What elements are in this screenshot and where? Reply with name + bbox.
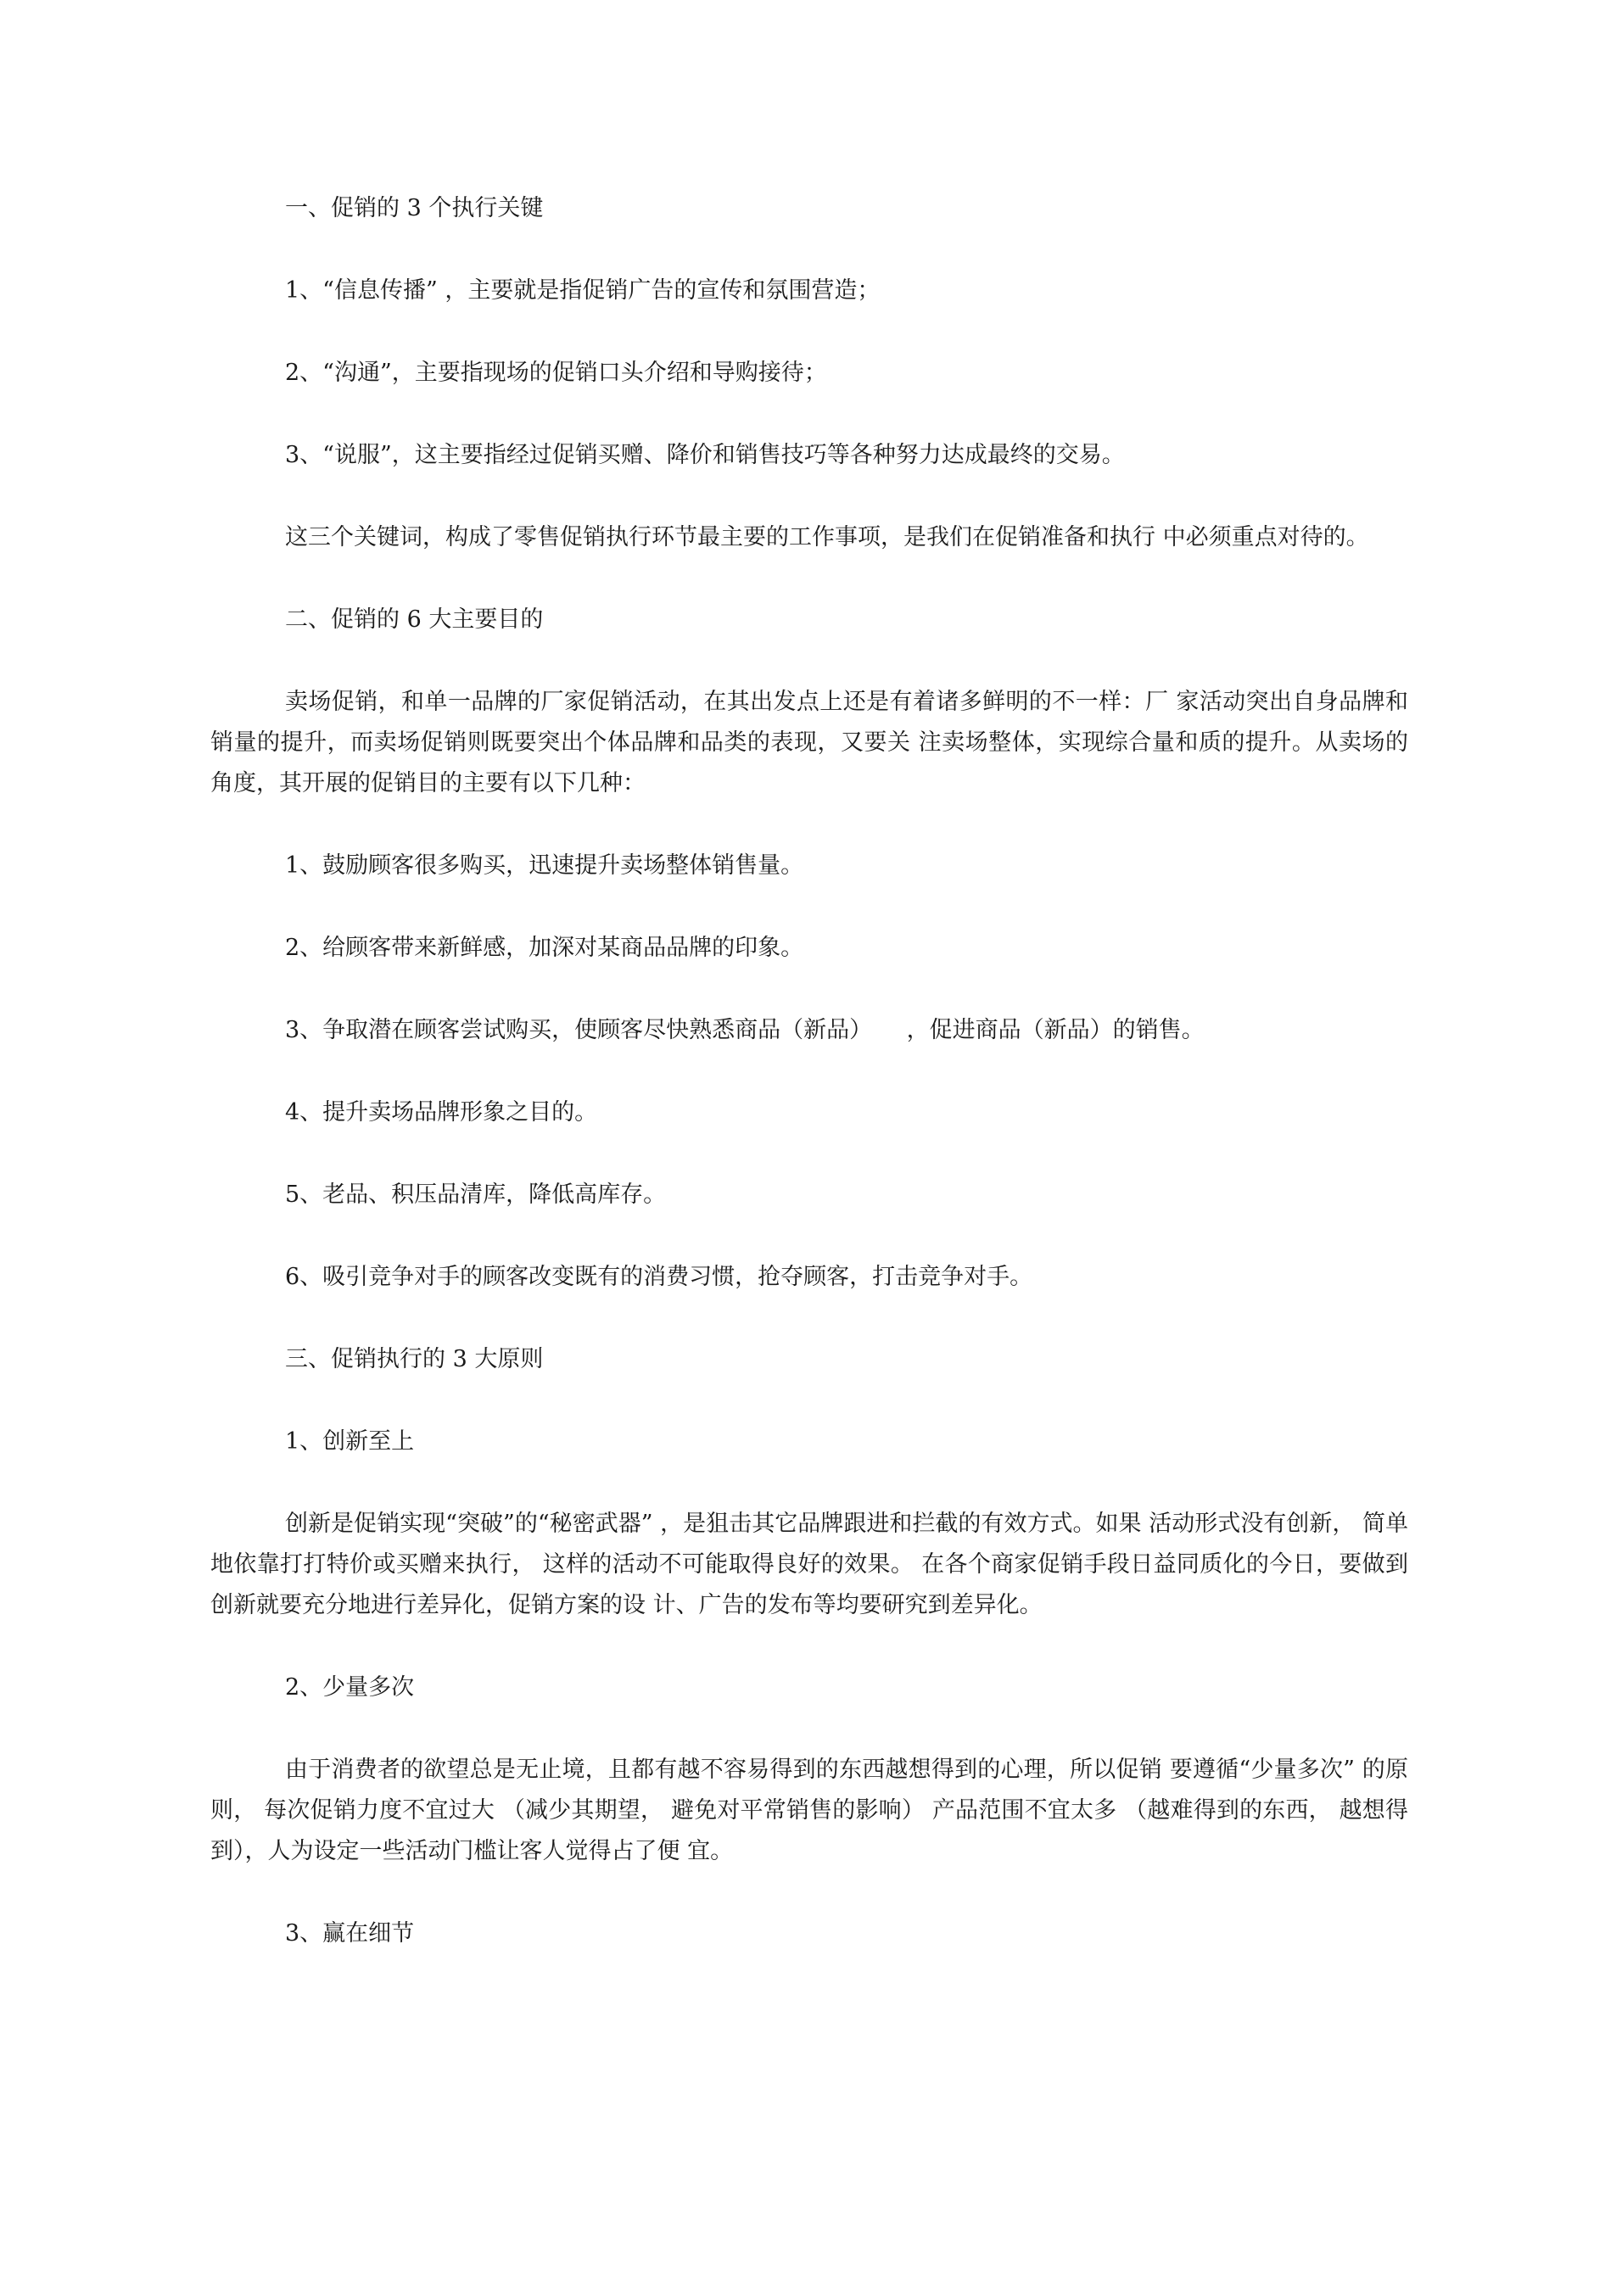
list-item: 1、“信息传播” ，主要就是指促销广告的宣传和氛围营造； xyxy=(285,277,881,304)
section-heading: 一、促销的 3 个执行关键 xyxy=(285,195,544,221)
list-item: 2、给顾客带来新鲜感，加深对某商品品牌的印象。 xyxy=(285,935,804,961)
list-item: 1、鼓励顾客很多购买，迅速提升卖场整体销售量。 xyxy=(285,852,804,879)
section-heading: 三、促销执行的 3 大原则 xyxy=(285,1346,544,1372)
subsection-heading: 3、赢在细节 xyxy=(285,1920,415,1947)
body-paragraph: 创新是促销实现“突破”的“秘密武器” ，是狙击其它品牌跟进和拦截的有效方式。如果 活动形式没有创新， 简单地依靠打打特价或买赠来执行， 这样的活动不可能取得良好的效果。 在各个商家促销手段日益同质化的今日，要做到创新就要充分地进行差异化，促销方案的设 计、广告的发布等均要研究到差异化。 xyxy=(210,1511,1408,1618)
section-heading: 二、促销的 6 大主要目的 xyxy=(285,606,544,633)
list-item: 3、争取潜在顾客尝试购买，使顾客尽快熟悉商品（新品） ，促进商品（新品）的销售。 xyxy=(285,1017,1205,1043)
list-item: 5、老品、积压品清库，降低高库存。 xyxy=(285,1182,667,1208)
list-item: 6、吸引竞争对手的顾客改变既有的消费习惯，抢夺顾客，打击竞争对手。 xyxy=(285,1264,1033,1290)
body-paragraph: 卖场促销，和单一品牌的厂家促销活动，在其出发点上还是有着诸多鲜明的不一样：厂 家活动突出自身品牌和销量的提升，而卖场促销则既要突出个体品牌和品类的表现，又要关 注卖场整体，实现综合量和质的提升。从卖场的角度，其开展的促销目的主要有以下几种： xyxy=(210,689,1408,796)
document-body xyxy=(210,188,1408,1996)
subsection-heading: 2、少量多次 xyxy=(285,1674,415,1701)
list-item: 2、“沟通”，主要指现场的促销口头介绍和导购接待； xyxy=(285,360,827,386)
list-item: 4、提升卖场品牌形象之目的。 xyxy=(285,1099,598,1126)
body-paragraph: 由于消费者的欲望总是无止境，且都有越不容易得到的东西越想得到的心理，所以促销 要遵循“少量多次” 的原则， 每次促销力度不宜过大 （减少其期望， 避免对平常销售的影响） 产品范围不宜太多 （越难得到的东西， 越想得到），人为设定一些活动门槛让客人觉得占了便 宜。 xyxy=(210,1757,1408,1864)
list-item: 3、“说服”，这主要指经过促销买赠、降价和销售技巧等各种努力达成最终的交易。 xyxy=(285,442,1125,468)
body-paragraph: 这三个关键词，构成了零售促销执行环节最主要的工作事项，是我们在促销准备和执行 中必须重点对待的。 xyxy=(285,524,1369,550)
subsection-heading: 1、创新至上 xyxy=(285,1428,415,1455)
